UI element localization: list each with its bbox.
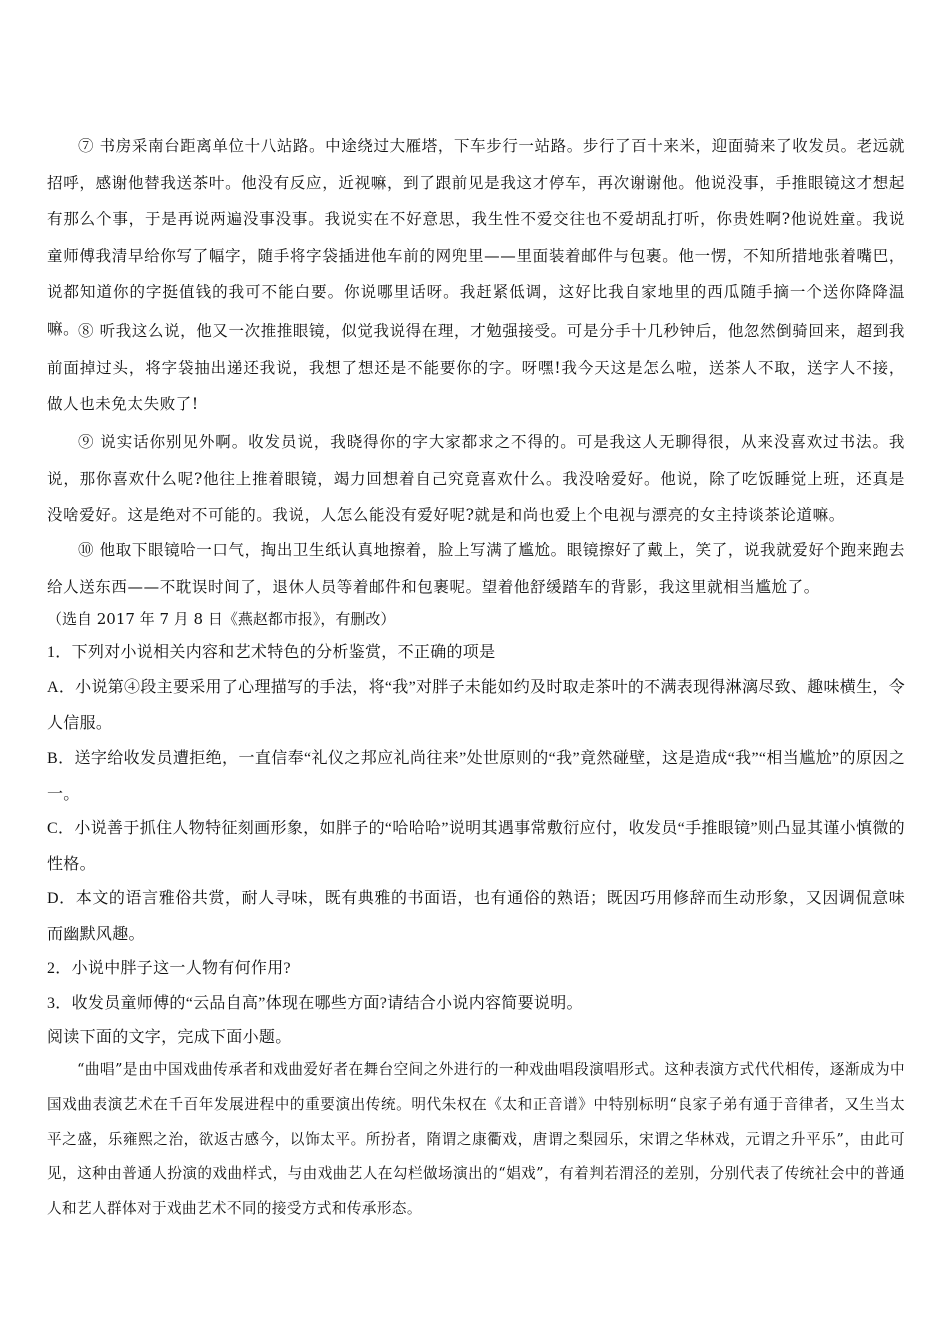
story-paragraph-8: ⑧ 听我这么说，他又一次推推眼镜，似觉我说得在理，才勉强接受。可是分手十几秒钟后，他忽然倒骑回来，超到我前面掉过头，将字袋抽出递还我说，我想了想还是不能要你的字。呀嘿!我今天这是怎么啦，送茶人不取，送字人不接，做人也未免太失败了! — [47, 322, 905, 413]
reading-instruction: 阅读下面的文字，完成下面小题。 — [47, 1029, 292, 1046]
question-3: 3．收发员童师傅的“云品自高”体现在哪些方面?请结合小说内容简要说明。 — [47, 995, 583, 1012]
question-1-option-b: B．送字给收发员遭拒绝，一直信奉“礼仪之邦应礼尚往来”处世原则的“我”竟然碰壁，这是造成“我”“相当尴尬”的原因之一。 — [47, 750, 905, 803]
question-1-option-d: D．本文的语言雅俗共赏，耐人寻味，既有典雅的书面语，也有通俗的熟语；既因巧用修辞而生动形象，又因调侃意味而幽默风趣。 — [47, 890, 905, 943]
question-1-option-c: C．小说善于抓住人物特征刻画形象，如胖子的“哈哈哈”说明其遇事常敷衍应付，收发员“手推眼镜”则凸显其谨小慎微的性格。 — [47, 820, 905, 873]
story-source: （选自 2017 年 7 月 8 日《燕赵都市报》，有删改） — [47, 610, 396, 628]
question-1-stem: 1．下列对小说相关内容和艺术特色的分析鉴赏，不正确的项是 — [47, 644, 496, 661]
story-paragraph-9: ⑨ 说实话你别见外啊。收发员说，我晓得你的字大家都求之不得的。可是我这人无聊得很，从来没喜欢过书法。我说，那你喜欢什么呢?他往上推着眼镜，竭力回想着自己究竟喜欢什么。我没啥爱好。他说，除了吃饭睡觉上班，还真是没啥爱好。这是绝对不可能的。我说，人怎么能没有爱好呢?就是和尚也爱上个电视与漂亮的女主持谈茶论道嘛。 — [47, 433, 905, 524]
question-1-option-a: A．小说第④段主要采用了心理描写的手法，将“我”对胖子未能如约及时取走茶叶的不满表现得淋漓尽致、趣味横生，令人信服。 — [47, 679, 905, 732]
story-paragraph-10: ⑩ 他取下眼镜哈一口气，掏出卫生纸认真地擦着，脸上写满了尴尬。眼镜擦好了戴上，笑了，说我就爱好个跑来跑去给人送东西——不耽误时间了，退休人员等着邮件和包裹呢。望着他舒缓踏车的背影，我这里就相当尴尬了。 — [47, 541, 905, 596]
question-2: 2．小说中胖子这一人物有何作用? — [47, 960, 291, 977]
article-paragraph-1: “曲唱”是由中国戏曲传承者和戏曲爱好者在舞台空间之外进行的一种戏曲唱段演唱形式。这种表演方式代代相传，逐渐成为中国戏曲表演艺术在千百年发展进程中的重要演出传统。明代朱权在《太和正音谱》中特别标明“良家子弟有通于音律者，又生当太平之盛，乐雍熙之治，欲返古感今，以饰太平。所扮者，隋谓之康衢戏，唐谓之梨园乐，宋谓之华林戏，元谓之升平乐”，由此可见，这种由普通人扮演的戏曲样式，与由戏曲艺人在勾栏做场演出的“娼戏”，有着判若渭泾的差别，分别代表了传统社会中的普通人和艺人群体对于戏曲艺术不同的接受方式和传承形态。 — [47, 1061, 905, 1218]
story-paragraph-7: ⑦ 书房采南台距离单位十八站路。中途绕过大雁塔，下车步行一站路。步行了百十来米，迎面骑来了收发员。老远就招呼，感谢他替我送茶叶。他没有反应，近视嘛，到了跟前见是我这才停车，再次谢谢他。他说没事，手推眼镜这才想起有那么个事，于是再说两遍没事没事。我说实在不好意思，我生性不爱交往也不爱胡乱打听，你贵姓啊?他说姓童。我说童师傅我清早给你写了幅字，随手将字袋插进他车前的网兜里——里面装着邮件与包裹。他一愣，不知所措地张着嘴巴，说都知道你的字挺值钱的我可不能白要。你说哪里话呀。我赶紧低调，这好比我自家地里的西瓜随手摘一个送你降降温嘛。 — [47, 137, 905, 338]
